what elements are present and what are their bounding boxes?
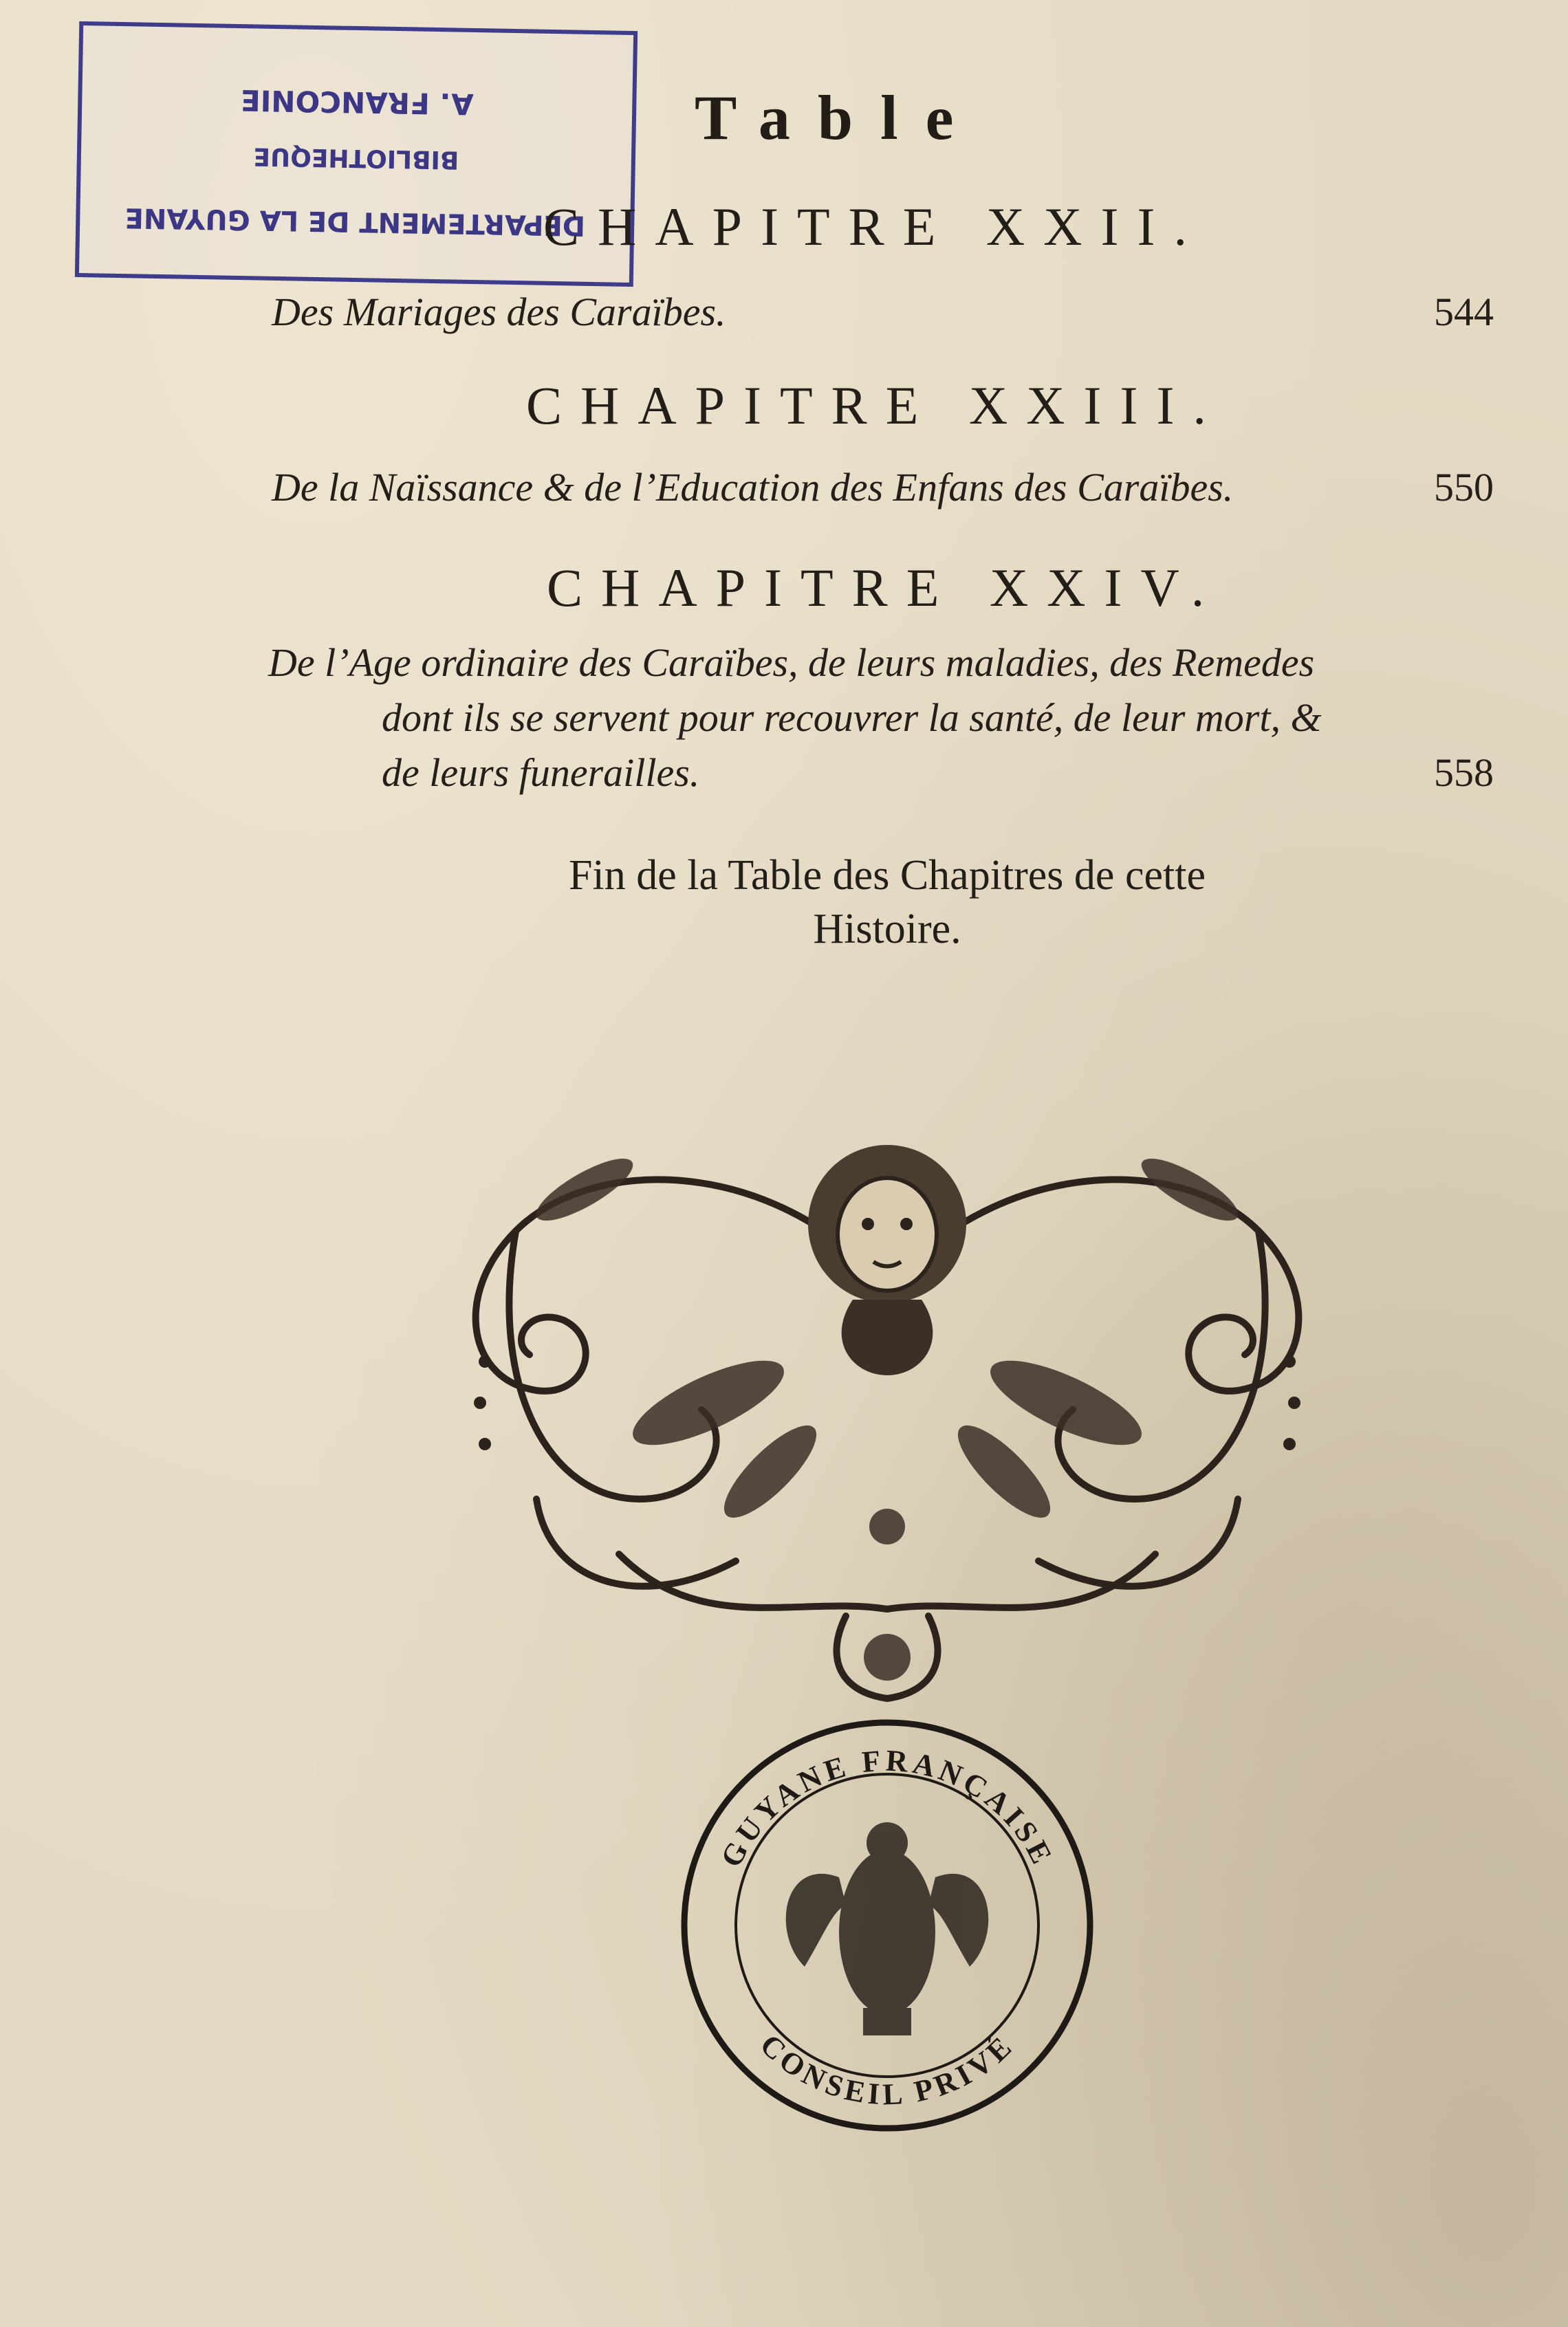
library-seal bbox=[667, 1705, 1107, 2132]
chapter-heading-xxii: CHAPITRE XXII. bbox=[543, 197, 1206, 256]
chapter-entry-xxii: Des Mariages des Caraïbes. bbox=[272, 289, 726, 334]
seal-top-text: GUYANE FRANÇAISE bbox=[714, 1743, 1060, 1873]
chapter-entry-xxiv-line2: dont ils se servent pour recouvrer la santé, de leur mort, & bbox=[382, 695, 1322, 740]
page-header-title: Table bbox=[695, 83, 981, 153]
page-number-xxiii: 550 bbox=[1434, 465, 1494, 510]
woodcut-ornament bbox=[413, 1114, 1362, 1705]
closing-line-1: Fin de la Table des Chapitres de cette bbox=[569, 852, 1206, 899]
chapter-heading-xxiii: CHAPITRE XXIII. bbox=[526, 375, 1225, 435]
chapter-entry-xxiv-line1: De l’Age ordinaire des Caraïbes, de leurs maladies, des Remedes bbox=[268, 640, 1315, 685]
svg-text:CONSEIL PRIVÉ bbox=[754, 2028, 1021, 2112]
stamp-line-library: BIBLIOTHEQUE bbox=[253, 142, 459, 174]
seal-bottom-text: CONSEIL PRIVÉ bbox=[753, 2027, 1021, 2112]
chapter-entry-xxiii: De la Naïssance & de l’Education des Enfans des Caraïbes. bbox=[272, 465, 1234, 510]
chapter-heading-xxiv: CHAPITRE XXIV. bbox=[547, 558, 1223, 618]
page-number-xxii: 544 bbox=[1434, 289, 1494, 334]
stamp-line-name: A. FRANCONIE bbox=[240, 83, 475, 121]
chapter-entry-xxiv-line3: de leurs funerailles. bbox=[382, 750, 700, 795]
page-number-xxiv: 558 bbox=[1434, 750, 1494, 795]
stamp-line-department: DEPARTEMENT DE LA GUYANE bbox=[124, 201, 586, 241]
closing-line-2: Histoire. bbox=[813, 906, 961, 952]
